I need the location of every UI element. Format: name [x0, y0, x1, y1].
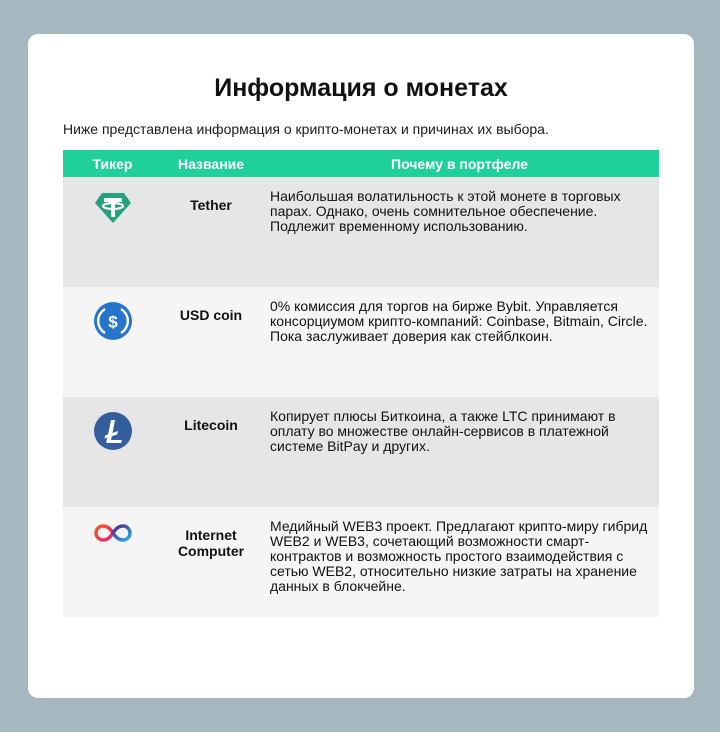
- table-header-row: [63, 150, 659, 177]
- table-row: [63, 397, 659, 507]
- header-ticker: Тикер: [63, 150, 162, 177]
- tether-icon: [93, 191, 133, 225]
- ticker-cell: [63, 507, 162, 617]
- litecoin-icon: [93, 411, 133, 451]
- ticker-cell: [63, 397, 162, 507]
- page-subtitle: Ниже представлена информация о крипто-монетах и причинах их выбора.: [63, 121, 549, 137]
- table-row: [63, 177, 659, 287]
- content-card: [28, 34, 694, 698]
- ticker-cell: [63, 287, 162, 397]
- usd-coin-icon: [93, 301, 133, 341]
- coin-reason: Медийный WEB3 проект. Предлагают крипто-миру гибрид WEB2 и WEB3, сочетающий возможности смарт-контрактов и возможность простого взаимодействия с сетью WEB2, относительно низкие затраты на хранение данных в блокчейне.: [260, 507, 659, 617]
- internet-computer-icon: [93, 521, 133, 545]
- coins-table: [63, 150, 659, 617]
- coin-reason: Копирует плюсы Биткоина, а также LTC принимают в оплату во множестве онлайн-сервисов в платежной системе BitPay и других.: [260, 397, 659, 507]
- header-reason: Почему в портфеле: [260, 150, 659, 177]
- coin-name: Internet Computer: [162, 507, 260, 617]
- coin-name: Litecoin: [162, 397, 260, 507]
- coin-name: Tether: [162, 177, 260, 287]
- coin-reason: Наибольшая волатильность к этой монете в торговых парах. Однако, очень сомнительное обеспечение. Подлежит временному использованию.: [260, 177, 659, 287]
- coin-reason: 0% комиссия для торгов на бирже Bybit. Управляется консорциумом крипто-компаний: Coinbase, Bitmain, Circle. Пока заслуживает доверия как стейблкоин.: [260, 287, 659, 397]
- header-name: Название: [162, 150, 260, 177]
- ticker-cell: [63, 177, 162, 287]
- svg-text:$: $: [107, 312, 118, 332]
- coin-name: USD coin: [162, 287, 260, 397]
- table-row: [63, 507, 659, 617]
- table-row: [63, 287, 659, 397]
- page-title: Информация о монетах: [214, 74, 508, 102]
